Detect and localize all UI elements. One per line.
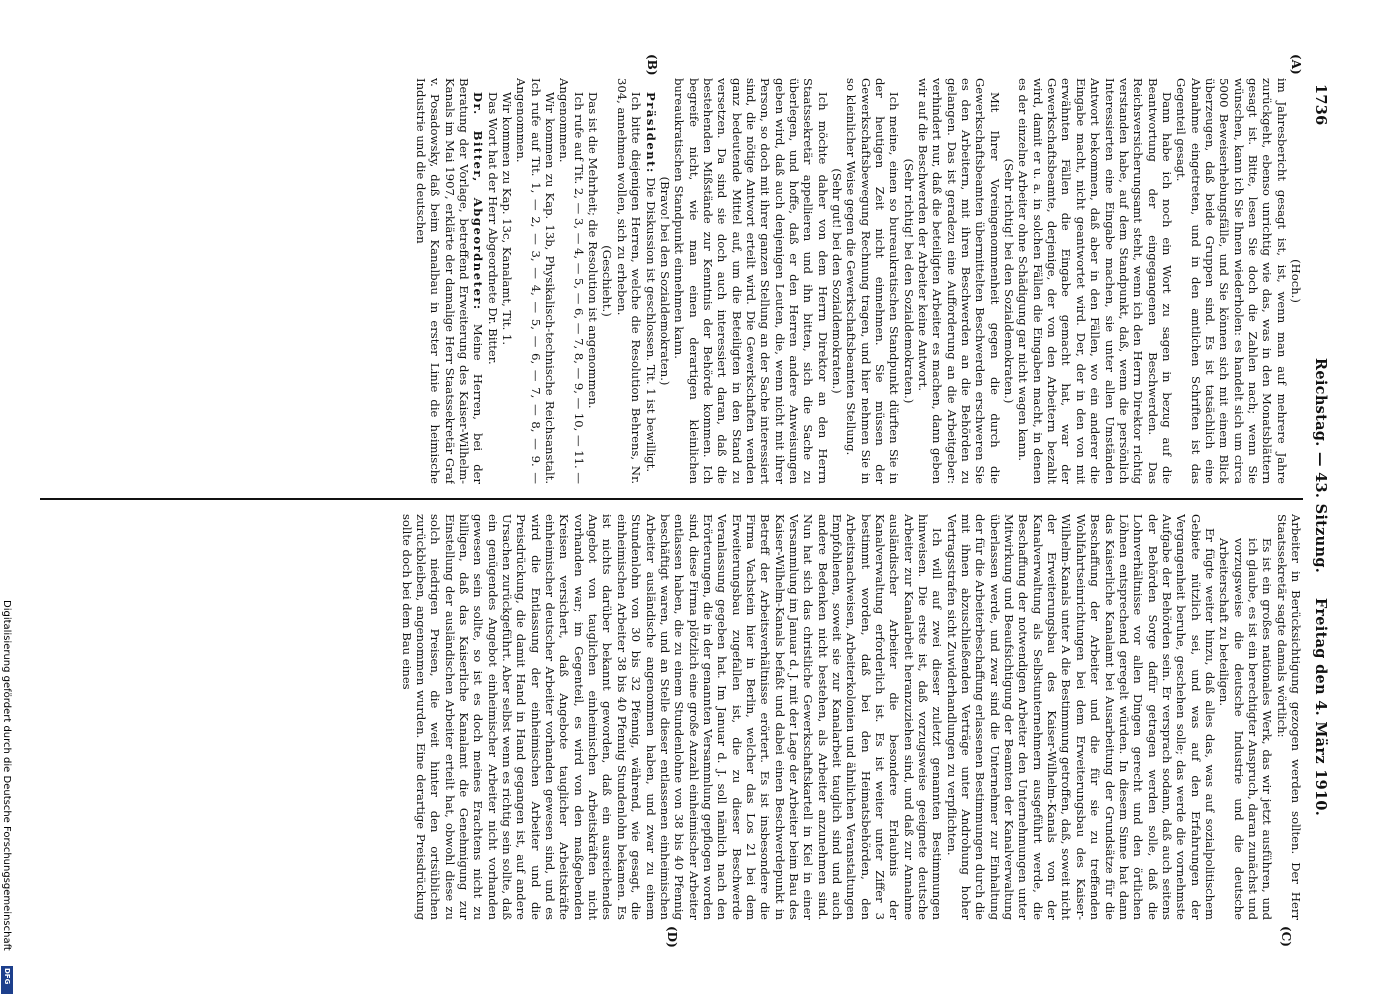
paragraph: Ich will auf zwei dieser zuletzt genannten Bestimmungen hinweisen. Die erste ist, daß vorzugsweise geeignete deutsche Arbeiter zur Kanalarbeit heranzuziehen sind, und daß zur Annahme ausländischer Arbeiter die besondere Erlaubnis der Kanalverwaltung erforderlich ist. Es ist weiter unter Ziffer 3 bestimmt worden, daß bei den Heimatsbehörden, den Arbeitsnachweisen, Arbeiterkolonien und ähnlichen Veranstaltungen Empfohlenen, soweit sie zur Kanalarbeit tauglich sind und auch andere Bedenken nicht bestehen, als Arbeiter anzunehmen sind. Nun hat sich das christliche Gewerkschaftskartell in Kiel in einer Versammlung im Januar d. J. mit der Lage der Arbeiter beim Bau des Kaiser-Wilhelm-Kanals befaßt und dabei einen Beschwerdepunkt in Betreff der Arbeitsverhältnisse erörtert. Es ist insbesondere die Firma Vachstein hier in Berlin, welcher das Los 21 bei dem Erweiterungsbau zugefallen ist, die zu dieser Beschwerde Veranlassung gegeben hat. Im Januar d. J. soll nämlich nach den Erörterungen, die in der genannten Versammlung gepflogen worden sind, diese Firma plötzlich eine große Anzahl einheimischer Arbeiter entlassen haben, die zu einem Stundenlohne von 38 bis 40 Pfennig beschäftigt waren, und an Stelle dieser entlassenen einheimischen Arbeiter ausländische angenommen haben, und zwar zu einem Stundenlohn von 30 bis 32 Pfennig, während, wie gesagt, die einheimischen Arbeiter 38 bis 40 Pfennig Stundenlohn bekamen. Es ist nichts darüber bekannt geworden, daß ein ausreichendes Angebot von tauglichen einheimischen Arbeitskräften nicht vorhanden war; im Gegenteil, es wird von den maßgebenden Kreisen versichert, daß Angebote tauglicher Arbeitskräfte einheimischer deutscher Arbeiter vorhanden gewesen sind, und es wird die Entlassung der einheimischen Arbeiter und die Preisdrückung, die damit Hand in Hand gegangen ist, auf andere Ursachen zurückgeführt. Aber selbst wenn es richtig sein sollte, daß ein genügendes Angebot einheimischer Arbeiter nicht vorhanden gewesen sein sollte, so ist es doch meines Erachtens nicht zu billigen, daß das Kaiserliche Kanalamt die Genehmigung zur Einstellung der ausländischen Arbeiter erteilt hat, obwohl diese zu solch niedrigen Preisen, die weit hinter den ortsüblichen zurückbleiben, angenommen wurden. Eine derartige Preisdrückung sollte doch bei dem Bau eines bbox=[399, 513, 945, 920]
column-divider bbox=[40, 498, 1303, 500]
paragraph: Wir kommen zu Kap. 13c, Kanalamt, Tit. 1. bbox=[500, 92, 515, 346]
paragraph: Er fügte weiter hinzu, daß alles das, was auf sozialpolitischem Gebiete nützlich sei, und was auf den Erfahrungen der Vergangenheit beruhe, geschehen solle; das werde die vornehmste Aufgabe der Behörden sein. Er versprach sodann, daß auch seitens der Behörden Sorge dafür getragen werden solle, daß die Lohnverhältnisse vor allen Dingen gerecht und den örtlichen Löhnen entsprechend geregelt würden. In diesem Sinne hat dann das Kaiserliche Kanalamt bei Ausarbeitung der Grundsätze für die Beschaffung der Arbeiter und die für sie zu treffenden Wohlfahrtseinrichtungen bei dem Erweiterungsbau des Kaiser-Wilhelm-Kanals unter A die Bestimmung getroffen, daß, soweit nicht der Erweiterungsbau des Kaiser-Wilhelm-Kanals von der Kanalverwaltung als Selbstunternehmern ausgeführt werde, die Beschaffung der notwendigen Arbeiter den Unternehmungen unter Mitwirkung und Beaufsichtigung der Beamten der Kanalverwaltung überlassen werde, und zwar sind die Unternehmer zur Einhaltung der für die Arbeiterbeschaffung erlassenen Bestimmungen durch die mit ihnen abzuschließenden Verträge unter Androhung hoher Vertragsstrafen sicht Zuwiderhandlungen zu verpflichten. bbox=[944, 513, 1217, 920]
paragraph: Das Wort hat der Herr Abgeordnete Dr. Bitter. bbox=[485, 92, 500, 365]
president-text: Die Diskussion ist geschlossen. Tit. 1 ist bewilligt. bbox=[643, 177, 658, 473]
left-column bbox=[40, 78, 1303, 484]
paragraph: im Jahresbericht gesagt ist, ist, wenn man auf mehrere Jahre zurückgeht, ebenso unrichtig wie das, was in den Monatsblättern gesagt ist. Bitte, lesen Sie doch die Zahlen nach; wenn Sie wünschen, kann ich Sie Ihnen wiederholen: es handelt sich um circa 5000 Beweiserhebungsfälle, und Sie können sich mit einem Blick überzeugen, daß beide Gruppen sind. Es ist tatsächlich eine Abnahme eingetreten, und in den amtlichen Schriften ist das Gegenteil gesagt. bbox=[1174, 78, 1289, 485]
president-paragraph bbox=[643, 78, 657, 484]
credit-text: Digitalisierung gefördert durch die Deutsche Forschungsgemeinschaft bbox=[1, 600, 12, 951]
paragraph: Dann habe ich noch ein Wort zu sagen in bezug auf die Beantwortung der eingegangenen Beschwerden. Das Reichsversicherungsamt steht, wenn ich den Herrn Direktor richtig verstanden habe, auf dem Standpunkt, daß, wenn die persönlich Interessierten eine Eingabe machen, sie unter allen Umständen Antwort bekommen, daß aber in den Fällen, wo ein anderer die Eingabe macht, nicht geantwortet wird. Der, der in den von mit erwähnten Fällen die Eingabe gemacht hat, war der Gewerkschaftsbeamte, derjenige, der von den Arbeitern bezahlt wird, damit er u. a. in solchen Fällen die Eingaben macht, in denen es der einzelne Arbeiter ohne Schädigung gar nicht wagen kann. bbox=[1016, 78, 1174, 485]
margin-marker-c: (C) bbox=[1279, 926, 1293, 947]
president-label: Präsident: bbox=[643, 92, 658, 174]
text-columns bbox=[40, 78, 1303, 920]
paragraph: Mit Ihrer Voreingenommenheit gegen die durch die Gewerkschaftsbeamten übermittelten Beschwerden erschweren Sie es den Arbeitern, mit ihren Beschwerden an die Behörden zu gelangen. Das ist geradezu eine Aufforderung an die Arbeitgeber: verhindert nur, daß die beteiligten Arbeiter es machen, dann geben wir auf die Beschwerden der Arbeiter keine Antwort. bbox=[916, 78, 1002, 485]
page-header bbox=[1307, 78, 1331, 920]
speaker-text: Meine Herren, bei der Beratung der Vorlage, betreffend Erweiterung des Kaiser-Wilhelm-Kanals im Mai 1907, erklärte der damalige Herr Staatssekretär Graf v. Posadowsky, daß beim Kanalbau in erster Linie die heimische Industrie und die deutschen bbox=[414, 78, 486, 485]
interjection: (Sehr richtig! bei den Sozialdemokraten.) bbox=[1002, 158, 1017, 404]
speaker-paragraph bbox=[414, 78, 486, 484]
interjection: (Bravo! bei den Sozialdemokraten.) bbox=[657, 176, 672, 386]
paragraph: Ich rufe auf Tit. 2, — 3, — 4, — 5, — 6, — 7, 8, — 9, — 10, — 11. — Angenommen. bbox=[557, 78, 586, 485]
interjection: (Sehr gut! bei den Sozialdemokraten.) bbox=[830, 168, 844, 394]
margin-marker-b: (B) bbox=[645, 54, 659, 76]
page-number: 1736 bbox=[1312, 84, 1329, 126]
interjection: (Sehr richtig! bei den Sozialdemokraten.) bbox=[901, 158, 916, 404]
speaker-label: Dr. Bitter, Abgeordneter: bbox=[471, 92, 486, 311]
session-date: Freitag den 4. März 1910. bbox=[1312, 598, 1329, 817]
paragraph: Ich meine, einen so bureaukratischen Standpunkt dürften Sie in der heutigen Zeit nicht einnehmen. Sie müssen der Gewerkschaftsbewegung Rechnung tragen, und hier nehmen Sie in so kleinlicher Weise gegen die Gewerkschaftsbeamten Stellung. bbox=[844, 78, 902, 485]
margin-marker-d: (D) bbox=[665, 926, 679, 948]
dfg-logo-text: DFG bbox=[3, 968, 11, 985]
paragraph: Ich bitte diejenigen Herren, welche die Resolution Behrens, Nr. 304, annehmen wollen, sich zu erheben. bbox=[614, 78, 644, 485]
interjection: (Geschieht.) bbox=[600, 245, 615, 317]
margin-marker-a: (A) bbox=[1289, 54, 1303, 75]
paragraph: Ich möchte daher von dem Herrn Direktor an den Herrn Staatssekretär appellieren und ihn bitten, sich die Sache zu überlegen, und hoffe, daß er den Herren andere Anweisungen geben wird, daß auch denjenigen Leuten, die, wenn nicht mit ihrer Person, so doch mit ihrer ganzen Stellung an der Sache interessiert sind, die nötige Antwort erteilt wird. Die Gewerkschaften wenden ganz bedeutende Mittel auf, um die Beteiligten in den Stand zu versetzen. Da sind sie doch auch interessiert daran, daß die bestehenden Mißstände zur Kenntnis der Behörde kommen. Ich begreife nicht, wie man einen derartigen kleinlichen bureaukratischen Standpunkt einnehmen kann. bbox=[672, 78, 830, 485]
paragraph: Das ist die Mehrheit; die Resolution ist angenommen. bbox=[586, 92, 601, 409]
session-title: Reichstag. — 43. Sitzung. bbox=[1312, 358, 1329, 574]
right-column bbox=[40, 514, 1303, 920]
speaker-tag: (Hoch.) bbox=[1289, 259, 1303, 303]
paragraph: Arbeiter in Berücksichtigung gezogen werden sollten. Der Herr Staatssekretär sagte damals wörtlich: bbox=[1274, 513, 1303, 920]
paragraph: Wir kommen zu Kap. 13b, Physikalisch-technische Reichsanstalt. Ich rufe auf Tit. 1, — 2, — 3, — 4, — 5, — 6, — 7, — 8, — 9. — Angenommen. bbox=[514, 78, 558, 485]
quotation: Es ist ein großes nationales Werk, das wir jetzt ausführen, und ich glaube, es ist ein berechtigter Anspruch, daran zunächst und vorzugsweise die deutsche Industrie und die deutsche Arbeiterschaft zu beteiligen. bbox=[1217, 537, 1275, 920]
